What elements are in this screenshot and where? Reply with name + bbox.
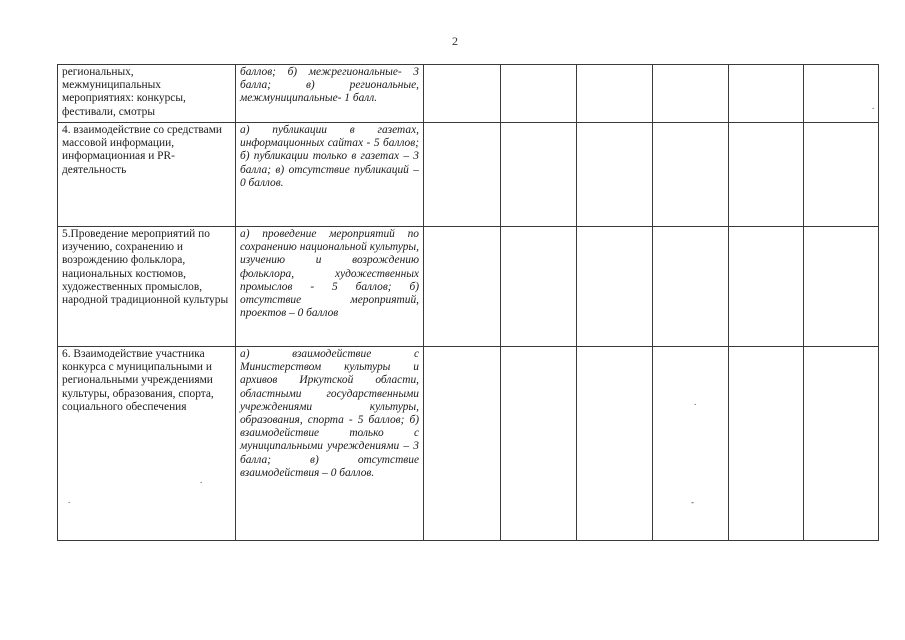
table-row — [58, 123, 879, 227]
table-row — [58, 65, 879, 123]
score-cell — [653, 227, 729, 347]
score-cell — [729, 65, 804, 123]
criterion-cell: 5.Проведение мероприятий по изучению, сохранению и возрождению фольклора, национальных костюмов, художественных промыслов, народной традиционной культуры — [58, 227, 236, 347]
scoring-cell: а) публикации в газетах, информационных сайтах - 5 баллов; б) публикации только в газетах – 3 балла; в) отсутствие публикаций – 0 баллов. — [236, 123, 424, 227]
score-cell — [577, 123, 653, 227]
scan-dot-mark: . — [68, 495, 71, 505]
scan-dot-mark: . — [200, 475, 203, 485]
score-cell — [424, 123, 501, 227]
table-row — [58, 347, 879, 541]
criterion-cell: 4. взаимодействие со средствами массовой информации, информациониая и PR-деятельность — [58, 123, 236, 227]
score-cell — [804, 347, 879, 541]
score-cell — [501, 227, 577, 347]
score-cell — [501, 65, 577, 123]
score-cell — [424, 227, 501, 347]
score-cell — [577, 65, 653, 123]
score-cell — [424, 347, 501, 541]
score-cell — [577, 227, 653, 347]
criterion-cell: региональных, межмуниципальных мероприятиях: конкурсы, фестивали, смотры — [58, 65, 236, 123]
scoring-cell: баллов; б) межрегиональные- 3 балла; в) региональные, межмуниципальные- 1 балл. — [236, 65, 424, 123]
scan-dash-mark: - — [691, 497, 694, 507]
page-number: 2 — [452, 34, 458, 48]
score-cell — [729, 123, 804, 227]
scan-dot-mark: . — [872, 101, 875, 111]
score-cell — [804, 123, 879, 227]
scan-dot-mark: . — [694, 397, 697, 407]
score-cell — [729, 227, 804, 347]
score-cell — [501, 123, 577, 227]
score-cell — [653, 65, 729, 123]
score-cell — [501, 347, 577, 541]
table-row — [58, 227, 879, 347]
criteria-table — [57, 64, 879, 541]
score-cell — [577, 347, 653, 541]
criterion-cell: 6. Взаимодействие участника конкурса с муниципальными и региональными учреждениями культуры, образования, спорта, социального обеспечения — [58, 347, 236, 541]
score-cell — [653, 347, 729, 541]
scoring-cell: а) проведение мероприятий по сохранению национальной культуры, изучению и возрождению фольклора, художественных промыслов - 5 баллов; б) отсутствие мероприятий, проектов – 0 баллов — [236, 227, 424, 347]
score-cell — [653, 123, 729, 227]
score-cell — [729, 347, 804, 541]
score-cell — [804, 227, 879, 347]
score-cell — [424, 65, 501, 123]
scoring-cell: а) взаимодействие с Министерством культуры и архивов Иркутской области, областными государственными учреждениями культуры, образования, спорта - 5 баллов; б) взаимодействие только с муниципальными учреждениями – 3 балла; в) отсутствие взаимодействия – 0 баллов. — [236, 347, 424, 541]
score-cell — [804, 65, 879, 123]
